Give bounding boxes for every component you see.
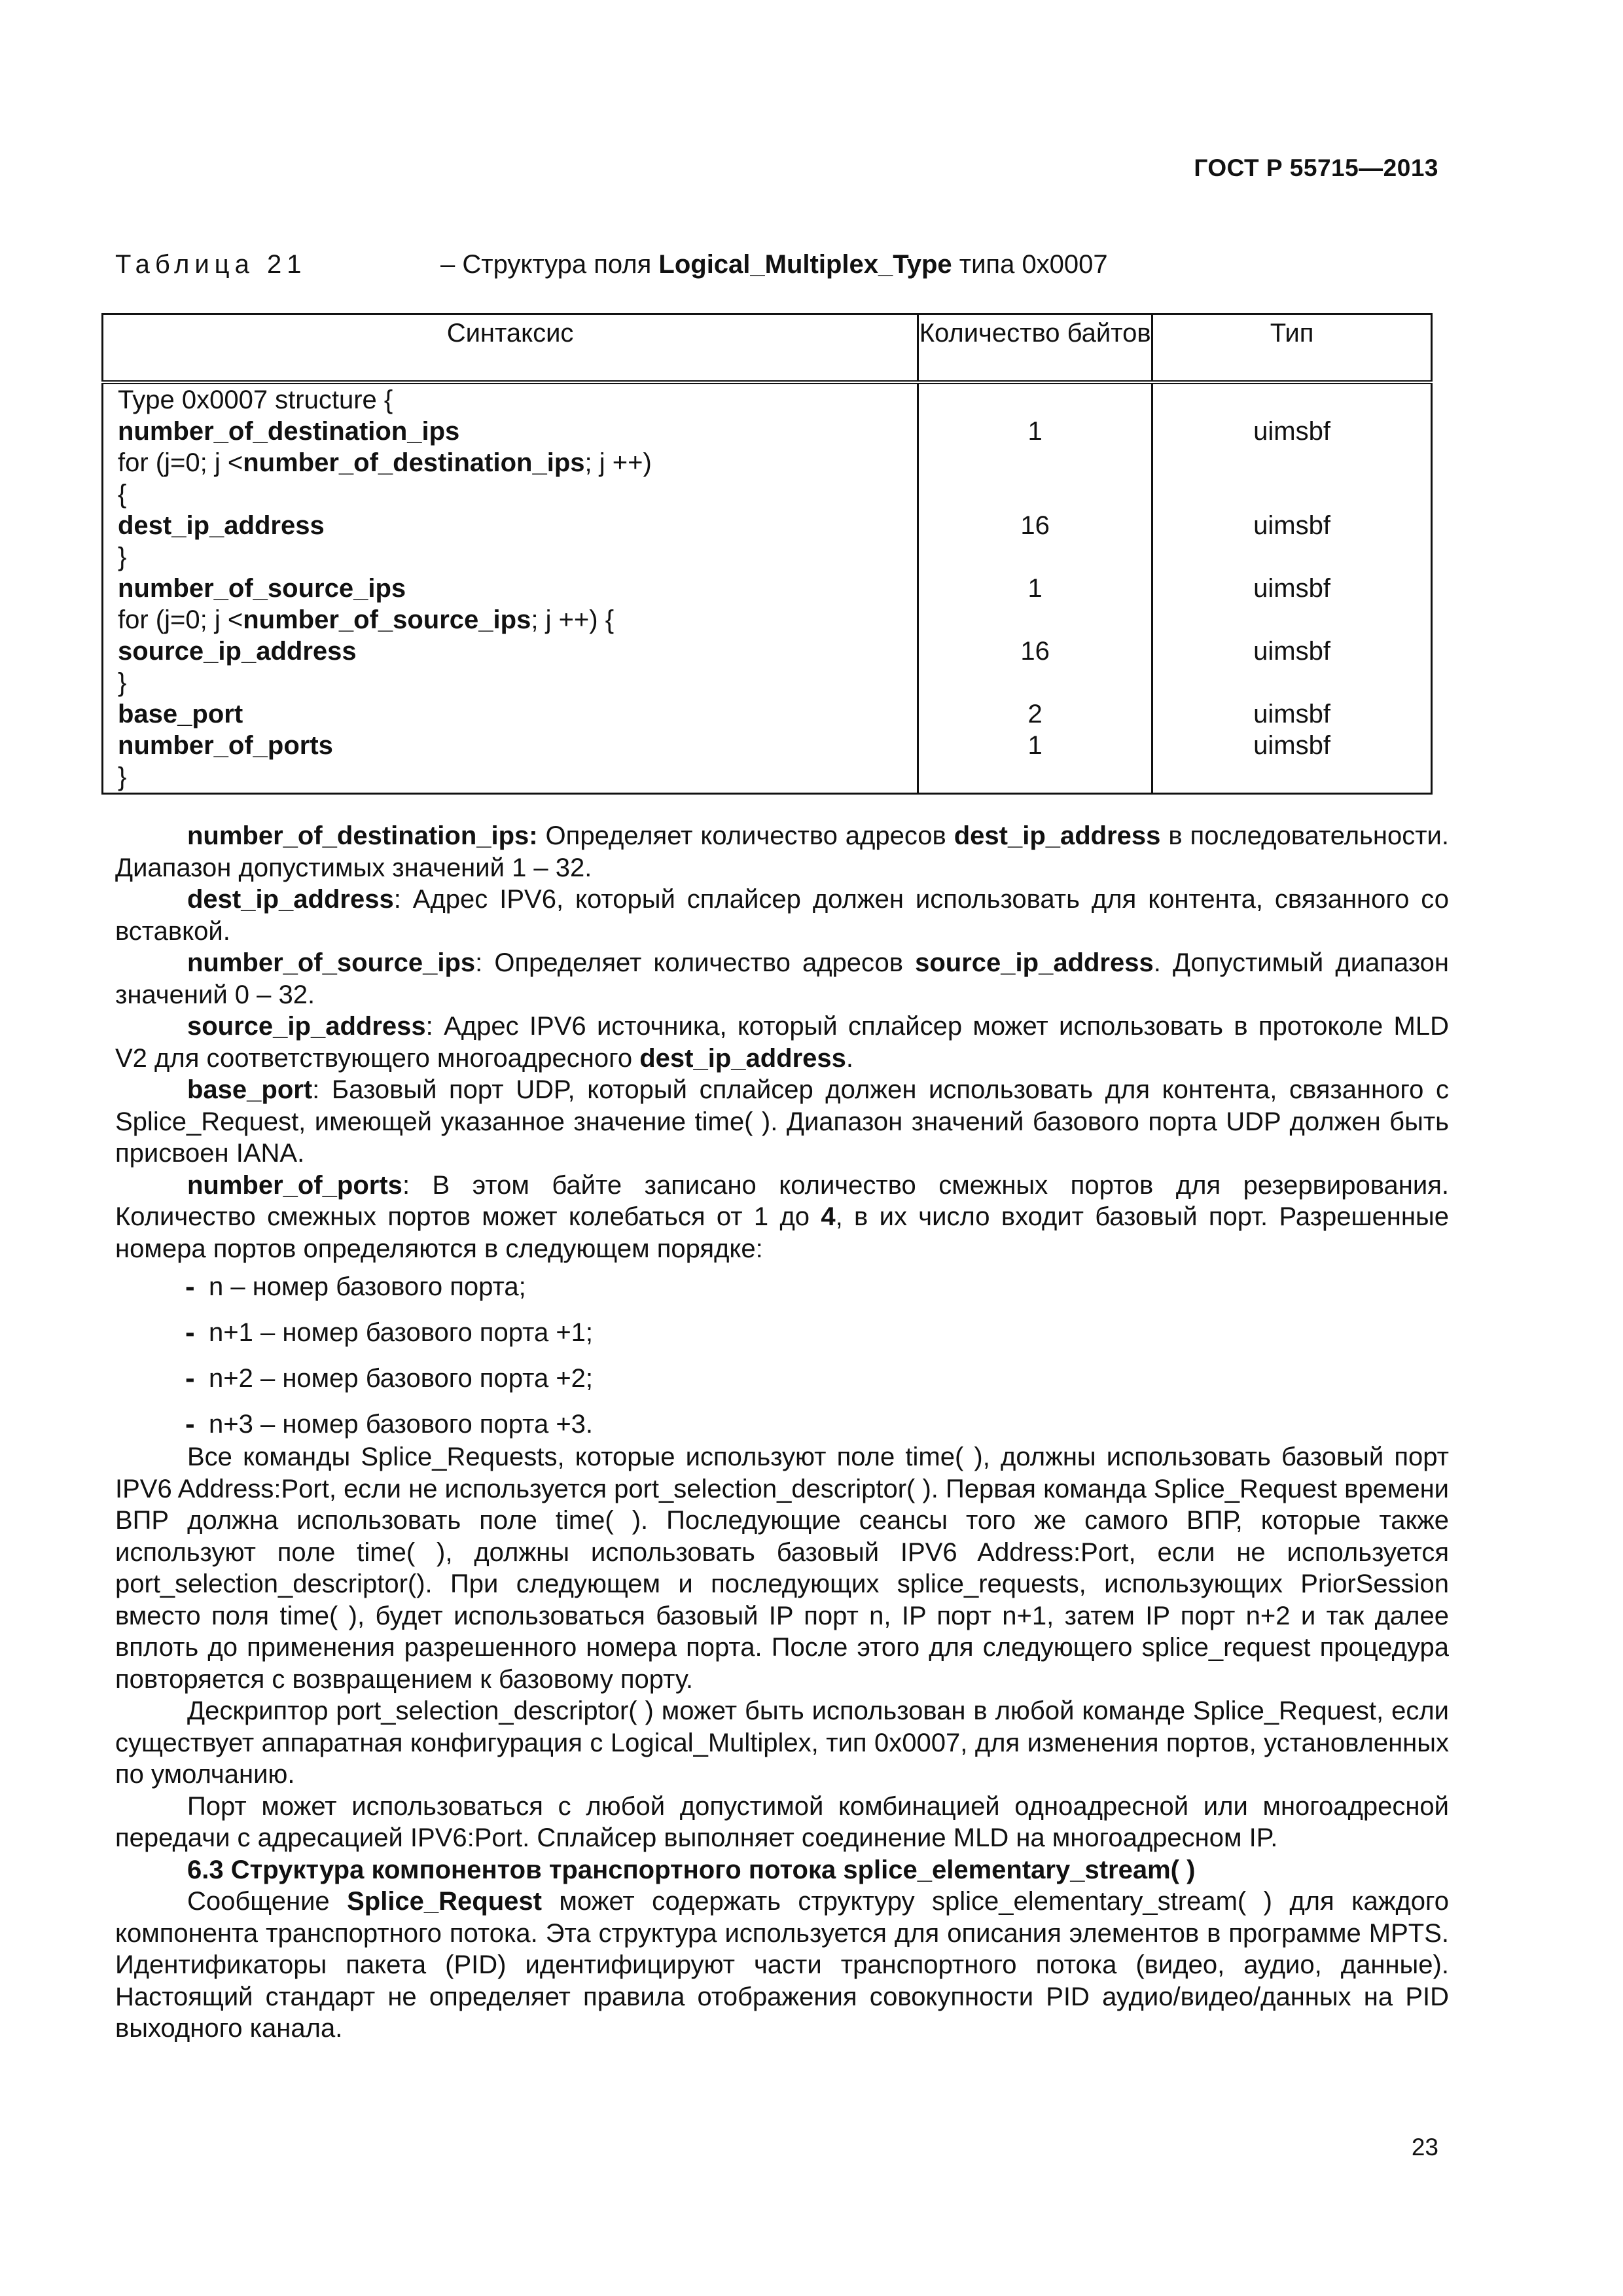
text: : В этом байте записано количество смежных портов для резервирования. Количество смежных портов может колебаться от 1 до	[115, 1170, 1449, 1231]
bytes-value: 16	[1020, 637, 1050, 666]
text: .	[846, 1043, 854, 1073]
paragraph-port-selection-descriptor: Дескриптор port_selection_descriptor( ) может быть использован в любой команде Splice_Request, если существует аппаратная конфигурация с Logical_Multiplex, тип 0x0007, для изменения портов, установленных по умолчанию.	[115, 1696, 1449, 1789]
text: может содержать структуру splice_elementary_stream( ) для каждого компонента транспортного потока. Эта структура используется для описания элементов в программе MPTS. Идентификаторы пакета (PID) идентифицируют части транспортного потока (видео, аудио, данные). Настоящий стандарт не определяет правила отображения совокупности PID аудио/видео/данных на PID выходного канала.	[115, 1887, 1450, 2043]
list-item	[115, 1271, 1449, 1317]
syntax-line: }	[118, 668, 127, 697]
paragraph-source-ip-address	[115, 1011, 1449, 1074]
syntax-text: ; j ++)	[584, 448, 652, 477]
bytes-value: 2	[1027, 700, 1043, 728]
port-list	[115, 1271, 1449, 1441]
syntax-field: number_of_source_ips	[243, 605, 531, 634]
syntax-line: }	[118, 543, 127, 571]
text: : Базовый порт UDP, который сплайсер должен использовать для контента, связанного с Splice_Request, имеющей указанное значение time( ). Диапазон значений базового порта UDP должен быть присвоен IANA.	[115, 1075, 1449, 1168]
list-item-text: n+1 – номер базового порта +1;	[209, 1318, 594, 1347]
text: . Допустимый диапазон значений 0 – 32.	[115, 948, 1449, 1009]
list-item	[115, 1317, 1449, 1363]
paragraph-splice-requests: Все команды Splice_Requests, которые используют поле time( ), должны использовать базовый порт IPV6 Address:Port, если не используется port_selection_descriptor( ). Первая команда Splice_Request времени ВПР должна использовать поле time( ). Последующие сеансы того же самого ВПР, которые также используют поле time( ), должны использовать базовый IPV6 Address:Port, если не используется port_selection_descriptor(). При следующем и последующих splice_requests, использующих PriorSession вместо поля time( ), будет использоваться базовый IP порт n, IP порт n+1, затем IP порт n+2 и так далее вплоть до применения разрешенного номера порта. После этого для следующего splice_request процедура повторяется с возвращением к базовому порту.	[115, 1443, 1450, 1694]
syntax-line: number_of_ports	[118, 731, 333, 760]
type-value: uimsbf	[1253, 511, 1330, 540]
term: source_ip_address	[915, 948, 1154, 977]
text: Сообщение	[187, 1887, 348, 1916]
syntax-line: }	[118, 762, 127, 791]
dash-bullet-icon: -	[185, 1408, 195, 1440]
syntax-text: for (j=0; j <	[118, 448, 243, 477]
type-value	[1153, 761, 1431, 793]
syntax-text: ; j ++) {	[531, 605, 615, 634]
list-item	[115, 1363, 1449, 1408]
type-value: uimsbf	[1253, 700, 1330, 728]
table-caption-field: Logical_Multiplex_Type	[658, 250, 952, 279]
paragraph-number-of-destination-ips	[115, 820, 1449, 884]
type-value	[1153, 541, 1431, 573]
table-caption	[115, 250, 1108, 279]
dash-bullet-icon: -	[185, 1362, 195, 1394]
syntax-line: base_port	[118, 700, 243, 728]
text: : Определяет количество адресов	[475, 948, 916, 977]
bytes-value	[919, 478, 1151, 510]
type-value: uimsbf	[1253, 731, 1330, 760]
paragraph-base-port	[115, 1074, 1449, 1170]
type-value: uimsbf	[1253, 637, 1330, 666]
table-caption-suffix: типа 0x0007	[952, 250, 1108, 279]
syntax-line: source_ip_address	[118, 637, 357, 666]
term: 4	[821, 1202, 836, 1231]
bytes-value	[919, 667, 1151, 698]
list-item-text: n – номер базового порта;	[209, 1272, 526, 1301]
type-value	[1153, 604, 1431, 636]
type-value	[1153, 384, 1431, 416]
text: , в их число входит базовый порт. Разрешенные номера портов определяются в следующем порядке:	[115, 1202, 1449, 1263]
type-value	[1153, 447, 1431, 478]
type-value	[1153, 667, 1431, 698]
text: : Адрес IPV6 источника, который сплайсер может использовать в протоколе MLD V2 для соответствующего многоадресного	[115, 1012, 1449, 1073]
term: source_ip_address	[187, 1012, 426, 1041]
bytes-value: 1	[1027, 417, 1043, 446]
term: number_of_destination_ips:	[187, 821, 538, 850]
type-value	[1153, 478, 1431, 510]
paragraph-port-usage: Порт может использоваться с любой допустимой комбинацией одноадресной или многоадресной передачи с адресацией IPV6:Port. Сплайсер выполняет соединение MLD на многоадресном IP.	[115, 1791, 1449, 1852]
syntax-line: Type 0x0007 structure {	[118, 386, 393, 414]
structure-table	[101, 313, 1433, 795]
term: dest_ip_address	[639, 1043, 846, 1073]
type-value: uimsbf	[1253, 417, 1330, 446]
text: в последовательности. Диапазон допустимых значений 1 – 32.	[115, 821, 1449, 882]
type-column	[1152, 382, 1432, 794]
table-caption-label: Таблица 21	[115, 250, 307, 279]
list-item-text: n+2 – номер базового порта +2;	[209, 1364, 594, 1393]
paragraph-number-of-source-ips	[115, 947, 1449, 1011]
header-bytes: Количество байтов	[918, 314, 1152, 383]
text: Определяет количество адресов	[537, 821, 954, 850]
list-item	[115, 1408, 1449, 1441]
type-value: uimsbf	[1253, 574, 1330, 603]
syntax-line: dest_ip_address	[118, 511, 325, 540]
bytes-value	[919, 541, 1151, 573]
syntax-line: number_of_destination_ips	[118, 417, 460, 446]
paragraph-dest-ip-address	[115, 884, 1449, 947]
header-syntax: Синтаксис	[103, 314, 918, 383]
table-caption-dash: – Структура поля	[440, 250, 659, 279]
standard-header: ГОСТ Р 55715—2013	[1194, 154, 1438, 181]
term: base_port	[187, 1075, 313, 1104]
syntax-text: for (j=0; j <	[118, 605, 243, 634]
syntax-line: number_of_source_ips	[118, 574, 406, 603]
page-number: 23	[1411, 2134, 1438, 2161]
syntax-line: {	[118, 480, 127, 509]
bytes-value	[919, 384, 1151, 416]
paragraph-number-of-ports	[115, 1170, 1449, 1265]
table-header-row	[103, 314, 1432, 383]
dash-bullet-icon: -	[185, 1270, 195, 1302]
section-title: 6.3 Структура компонентов транспортного потока splice_elementary_stream( )	[187, 1855, 1196, 1884]
term: number_of_source_ips	[187, 948, 476, 977]
bytes-value	[919, 761, 1151, 793]
term: dest_ip_address	[954, 821, 1161, 850]
syntax-column	[103, 382, 918, 794]
text: : Адрес IPV6, который сплайсер должен использовать для контента, связанного со вставкой.	[115, 885, 1449, 946]
list-item-text: n+3 – номер базового порта +3.	[209, 1410, 594, 1439]
dash-bullet-icon: -	[185, 1316, 195, 1348]
term: number_of_ports	[187, 1170, 402, 1200]
term: dest_ip_address	[187, 885, 394, 914]
bytes-value	[919, 447, 1151, 478]
bytes-value: 1	[1027, 574, 1043, 603]
term: Splice_Request	[347, 1887, 542, 1916]
table-body-row	[103, 382, 1432, 794]
bytes-value: 1	[1027, 731, 1043, 760]
bytes-column	[918, 382, 1152, 794]
bytes-value	[919, 604, 1151, 636]
syntax-field: number_of_destination_ips	[243, 448, 585, 477]
syntax-line	[103, 604, 917, 636]
bytes-value: 16	[1020, 511, 1050, 540]
paragraph-splice-elementary-stream	[115, 1886, 1449, 2045]
body-text	[115, 820, 1449, 2045]
header-type: Тип	[1152, 314, 1432, 383]
syntax-line	[103, 447, 917, 478]
